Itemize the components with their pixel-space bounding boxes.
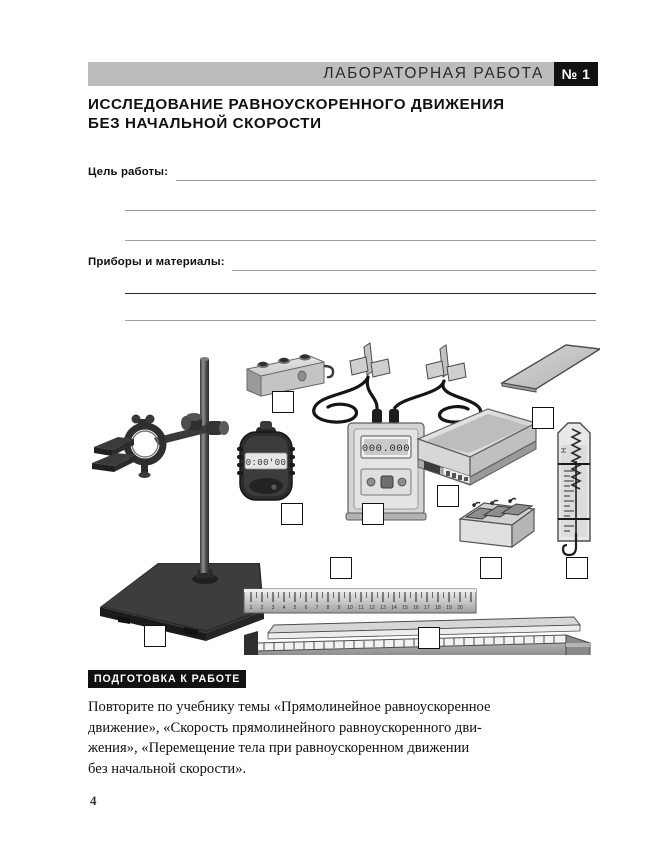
goal-input-line-2[interactable] [125,210,596,211]
svg-text:17: 17 [424,605,430,611]
checkbox-stopwatch[interactable] [281,503,303,525]
equipment-illustration [88,335,600,655]
svg-text:4: 4 [282,605,286,611]
lab-number-badge [554,62,598,86]
svg-text:5: 5 [293,605,297,611]
lab-stand-illustration [92,357,264,641]
wooden-block-illustration [247,354,333,396]
checkbox-electronic-timer[interactable] [362,503,384,525]
electronic-scales-illustration [418,409,536,485]
svg-text:14: 14 [391,605,397,611]
inclined-track-illustration [244,617,590,655]
equipment-label: Приборы и материалы: [88,256,225,268]
svg-text:12: 12 [369,605,375,611]
equipment-input-line-1[interactable] [232,270,596,271]
weight-set-illustration [460,499,534,548]
checkbox-dynamometer[interactable] [566,557,588,579]
svg-text:19: 19 [446,605,452,611]
header-band-label: ЛАБОРАТОРНАЯ РАБОТА [323,65,544,82]
dynamometer-illustration [558,423,590,555]
stopwatch-illustration [237,421,295,500]
checkbox-lab-stand[interactable] [144,625,166,647]
svg-text:1: 1 [249,605,253,611]
header-band [88,62,554,86]
checkbox-weight-set[interactable] [480,557,502,579]
svg-text:000.000: 000.000 [361,443,411,455]
preparation-badge: ПОДГОТОВКА К РАБОТЕ [88,670,246,688]
svg-text:9: 9 [337,605,341,611]
lab-number-badge-text: № 1 [561,66,591,82]
svg-text:7: 7 [315,605,319,611]
svg-text:0:00'00: 0:00'00 [245,458,287,468]
svg-text:10: 10 [347,605,353,611]
svg-text:6: 6 [304,605,308,611]
metal-ruler-illustration [244,589,476,613]
checkbox-metal-plate[interactable] [532,407,554,429]
goal-input-line-1[interactable] [176,180,596,181]
page-number: 4 [90,793,97,808]
svg-text:13: 13 [380,605,386,611]
checkbox-metal-ruler[interactable] [330,557,352,579]
checkbox-wooden-block[interactable] [272,391,294,413]
svg-text:8: 8 [326,605,330,611]
svg-text:H: H [561,447,568,453]
page-title-line2: БЕЗ НАЧАЛЬНОЙ СКОРОСТИ [88,114,322,132]
goal-label: Цель работы: [88,166,169,178]
preparation-line-2: движение», «Скорость прямолинейного равноускоренного дви- [88,719,482,736]
electronic-timer-illustration [346,423,426,520]
preparation-line-3: жения», «Перемещение тела при равноускоренном движении [88,740,470,757]
svg-text:15: 15 [402,605,408,611]
svg-text:2: 2 [260,605,264,611]
equipment-input-line-3[interactable] [125,320,596,321]
preparation-line-4: без начальной скорости». [88,760,247,777]
svg-text:20: 20 [457,605,463,611]
preparation-line-1: Повторите по учебнику темы «Прямолинейное равноускоренное [88,699,491,715]
page-title [88,96,588,133]
page-title-line1: ИССЛЕДОВАНИЕ РАВНОУСКОРЕННОГО ДВИЖЕНИЯ [88,96,505,113]
preparation-text [88,697,596,779]
equipment-input-line-2[interactable] [125,293,596,294]
checkbox-electronic-scales[interactable] [437,485,459,507]
svg-text:18: 18 [435,605,441,611]
metal-plate-illustration [502,345,600,392]
checkbox-inclined-track[interactable] [418,627,440,649]
svg-text:16: 16 [413,605,419,611]
photo-gate-sensors-illustration [314,343,481,425]
svg-text:11: 11 [358,605,364,611]
svg-text:3: 3 [271,605,275,611]
goal-input-line-3[interactable] [125,240,596,241]
